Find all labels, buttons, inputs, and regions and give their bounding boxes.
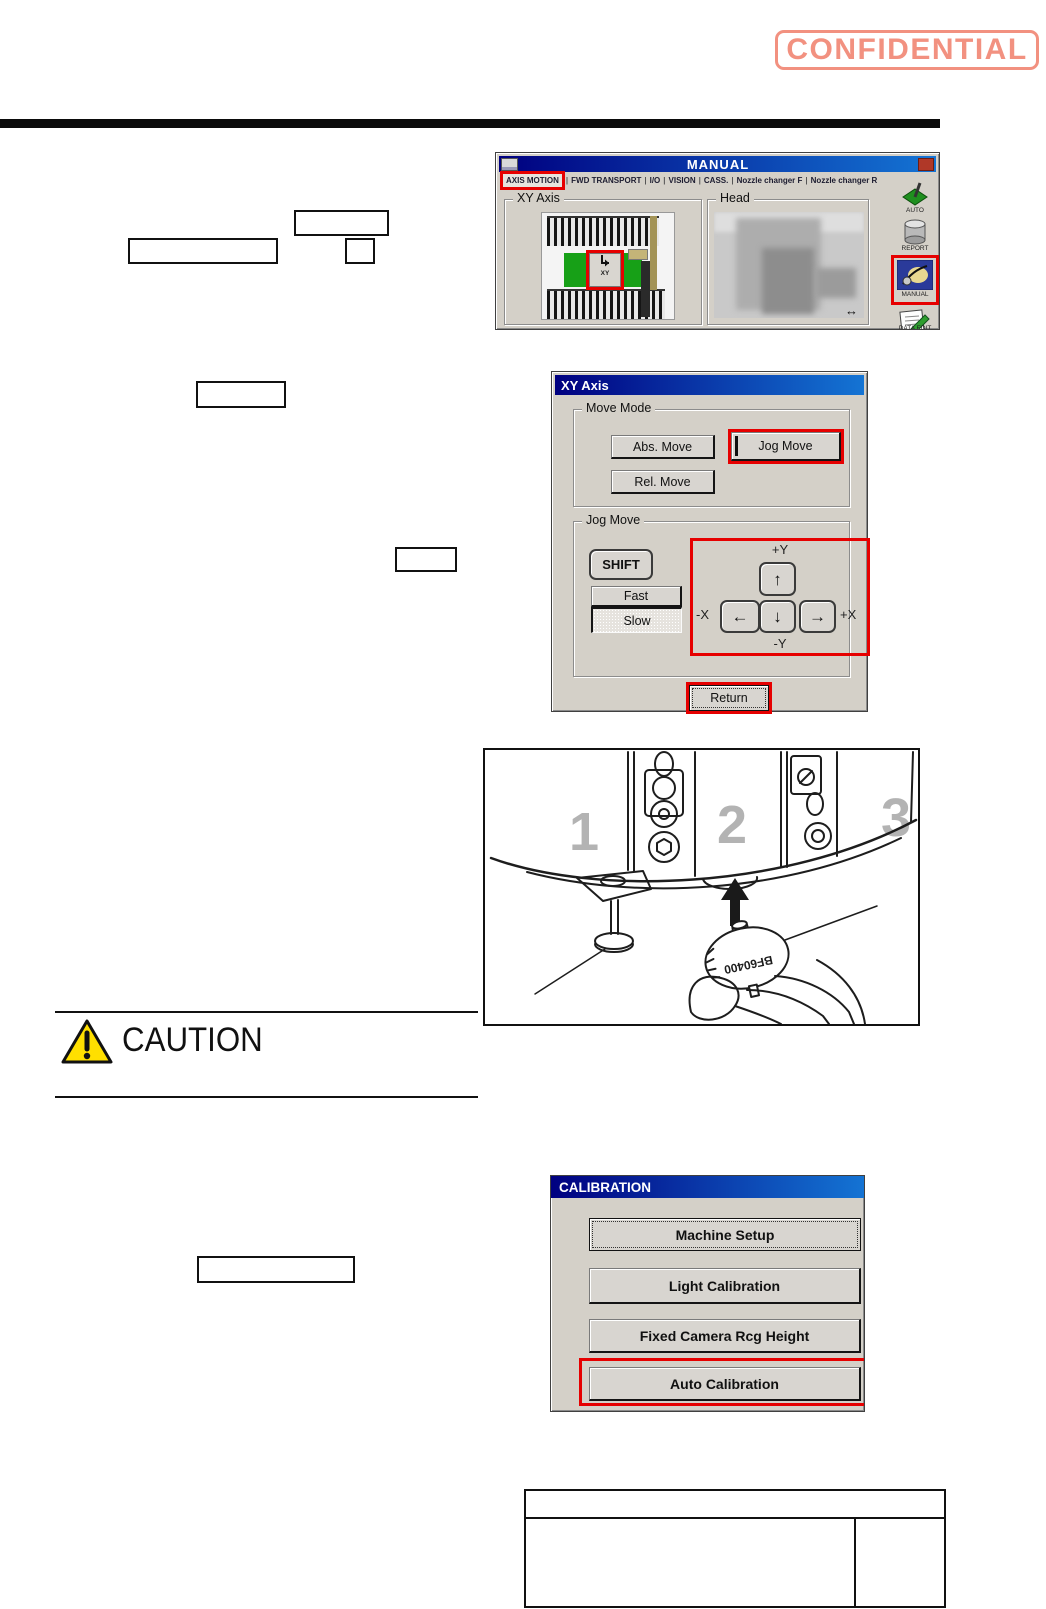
- move-mode-group-label: Move Mode: [582, 401, 655, 415]
- manual-icon-label: MANUAL: [901, 291, 929, 298]
- blank-reference-box-6: [197, 1256, 355, 1283]
- xy-move-button-label: XY: [600, 270, 610, 277]
- blank-reference-box-5: [395, 547, 457, 572]
- slot-number-3: 3: [881, 788, 912, 848]
- manual-screen-window: [495, 152, 940, 330]
- return-button[interactable]: Return: [689, 685, 769, 711]
- head-photo-shape: [762, 248, 814, 314]
- minus-x-label: -X: [696, 607, 709, 622]
- manual-tab-bar: [499, 172, 936, 188]
- slot-number-1: 1: [569, 802, 600, 862]
- machine-knob: [628, 249, 648, 260]
- return-button-highlight: [686, 682, 772, 714]
- blank-reference-box-3: [345, 238, 375, 264]
- warning-triangle-icon: [60, 1018, 114, 1066]
- close-icon[interactable]: [918, 158, 934, 171]
- tab-separator: |: [565, 175, 569, 185]
- machine-setup-button[interactable]: Machine Setup: [589, 1218, 861, 1251]
- xy-dialog-titlebar: [555, 375, 864, 395]
- tab-separator: |: [805, 175, 808, 185]
- jog-right-button[interactable]: [799, 600, 836, 633]
- jog-arrow-pad-highlight: [690, 538, 870, 656]
- xy-axis-dialog: [551, 371, 868, 712]
- confidential-stamp: CONFIDENTIAL: [775, 30, 1039, 70]
- jog-down-button[interactable]: [759, 600, 796, 633]
- tab-separator: |: [731, 175, 734, 185]
- tab-separator: |: [644, 175, 647, 185]
- xy-move-button[interactable]: [589, 253, 621, 287]
- tab-vision[interactable]: VISION: [668, 175, 696, 185]
- fixed-camera-rcg-height-button[interactable]: Fixed Camera Rcg Height: [589, 1319, 861, 1353]
- head-group: [707, 191, 869, 325]
- calibration-title: CALIBRATION: [559, 1179, 651, 1195]
- jog-move-button[interactable]: [731, 432, 841, 461]
- tab-fwd-transport[interactable]: FWD TRANSPORT: [571, 175, 642, 185]
- light-calibration-button[interactable]: Light Calibration: [589, 1268, 861, 1304]
- tab-nozzle-changer-f[interactable]: Nozzle changer F: [736, 175, 803, 185]
- blank-reference-box-2: [128, 238, 278, 264]
- auto-calibration-button-highlight: [579, 1358, 865, 1406]
- rel-move-button[interactable]: Rel. Move: [611, 470, 715, 494]
- xy-dialog-title: XY Axis: [561, 377, 609, 393]
- xy-arrow-icon: [597, 254, 613, 270]
- jog-move-group: [573, 513, 857, 677]
- caution-label: CAUTION: [122, 1021, 263, 1059]
- move-mode-group: [573, 401, 850, 507]
- manual-window-title: MANUAL: [686, 156, 750, 172]
- report-icon[interactable]: [902, 219, 928, 245]
- tab-cass[interactable]: CASS.: [703, 175, 729, 185]
- nozzle-illustration: [485, 750, 918, 1024]
- tab-separator: |: [663, 175, 666, 185]
- caution-rule-top: [55, 1011, 478, 1013]
- jog-left-button[interactable]: [720, 600, 760, 633]
- abs-move-button[interactable]: Abs. Move: [611, 435, 715, 459]
- report-icon-label: REPORT: [901, 245, 929, 252]
- head-photo: [714, 212, 864, 318]
- jog-move-button-highlight: [728, 429, 844, 464]
- tab-axis-motion[interactable]: AXIS MOTION: [503, 174, 562, 187]
- jog-move-button-label: Jog Move: [758, 439, 813, 453]
- manual-sidebar: [891, 181, 939, 328]
- double-arrow-icon: ↔: [845, 303, 858, 318]
- section-divider-bar: [0, 119, 940, 128]
- jog-move-focus-mark: [735, 436, 738, 456]
- minus-y-label: -Y: [773, 636, 787, 651]
- blank-reference-box-4: [196, 381, 286, 408]
- manual-icon[interactable]: [897, 260, 933, 290]
- auto-icon-label: AUTO: [906, 207, 924, 214]
- nozzle-illustration-frame: [483, 748, 920, 1026]
- up-arrow-icon: ↑: [773, 569, 782, 589]
- calibration-dialog: [550, 1175, 865, 1412]
- manual-body: [499, 189, 936, 328]
- fast-button[interactable]: Fast: [591, 586, 682, 607]
- head-group-label: Head: [716, 191, 754, 205]
- machine-dark-bar: [641, 261, 650, 317]
- slow-button[interactable]: Slow: [591, 607, 682, 633]
- part-number-label: BF60400: [722, 952, 775, 977]
- plus-x-label: +X: [840, 607, 857, 622]
- tab-nozzle-changer-r[interactable]: Nozzle changer R: [810, 175, 878, 185]
- machine-strip: [650, 216, 657, 290]
- left-arrow-icon: ←: [731, 607, 749, 626]
- shift-button[interactable]: SHIFT: [589, 549, 653, 580]
- jog-move-group-label: Jog Move: [582, 513, 644, 527]
- head-photo-shape: [816, 268, 856, 298]
- window-system-icon[interactable]: [501, 158, 518, 171]
- plus-y-label: +Y: [771, 542, 789, 557]
- revision-table-row-divider: [526, 1517, 944, 1519]
- revision-table: [524, 1489, 946, 1608]
- xy-axis-photo: [541, 212, 675, 320]
- xy-axis-group-label: XY Axis: [513, 191, 564, 205]
- revision-table-column-divider: [854, 1519, 856, 1606]
- right-arrow-icon: →: [809, 607, 826, 626]
- caution-rule-bottom: [55, 1096, 478, 1098]
- auto-icon[interactable]: [901, 181, 929, 207]
- manual-icon-highlight: [891, 255, 939, 305]
- blank-reference-box-1: [294, 210, 389, 236]
- calibration-titlebar: [551, 1176, 865, 1198]
- feeder-bank-top: [547, 216, 659, 246]
- slot-number-2: 2: [717, 795, 748, 855]
- auto-calibration-button[interactable]: Auto Calibration: [589, 1367, 861, 1401]
- data-edit-icon-label: DATA EDIT: [898, 325, 932, 330]
- manual-titlebar: [499, 156, 936, 172]
- jog-up-button[interactable]: [759, 562, 796, 596]
- tab-io[interactable]: I/O: [649, 175, 661, 185]
- xy-move-button-highlight: [586, 250, 624, 290]
- down-arrow-icon: ↓: [773, 607, 782, 626]
- xy-axis-group: [504, 191, 702, 325]
- tab-separator: |: [698, 175, 701, 185]
